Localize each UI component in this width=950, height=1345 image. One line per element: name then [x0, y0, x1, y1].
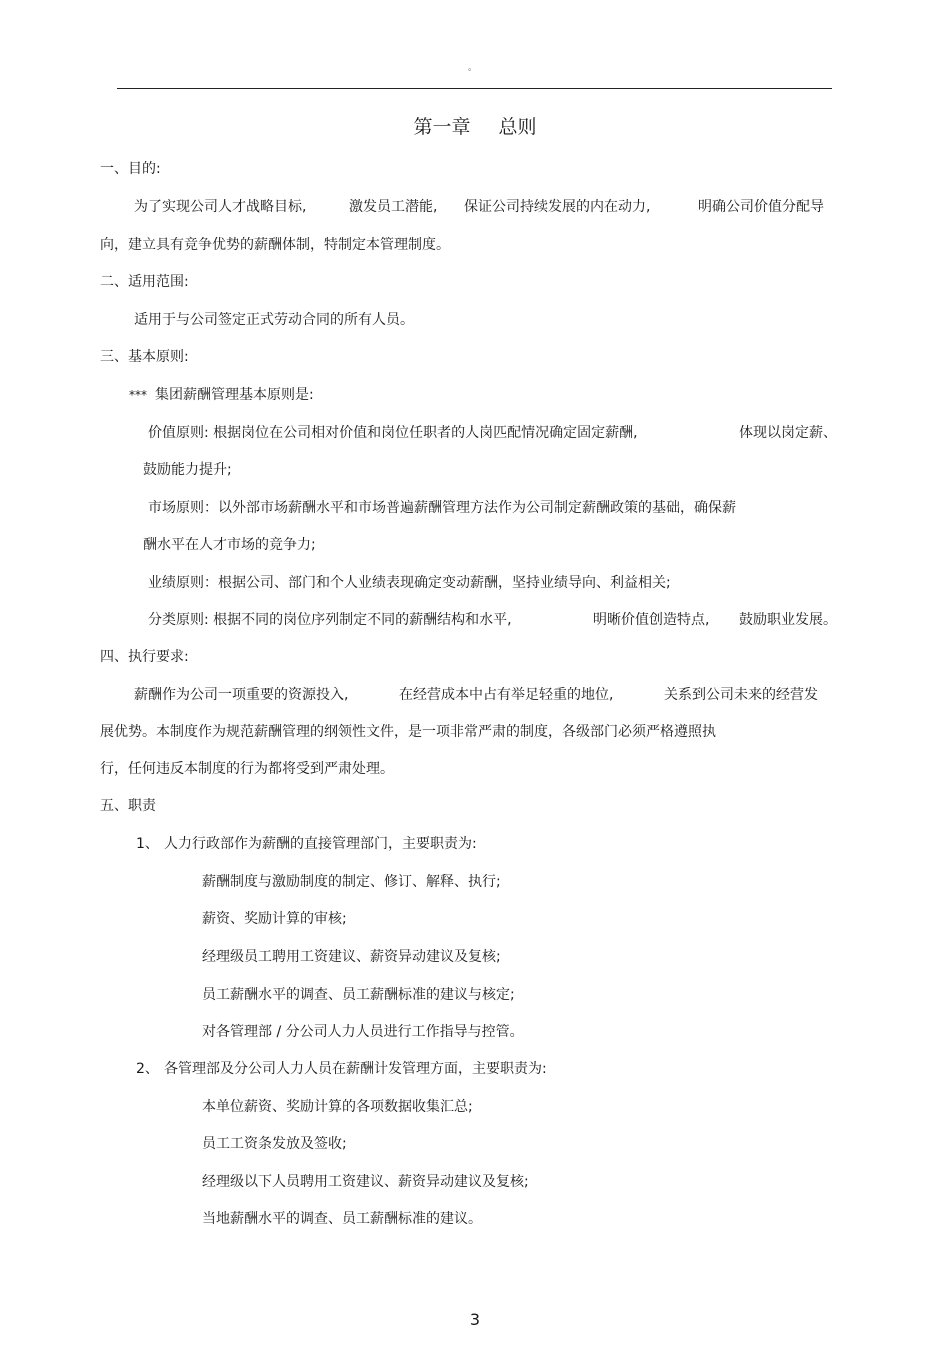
section-4-line-3: 行，任何违反本制度的行为都将受到严肃处理。	[100, 761, 394, 777]
chapter-name: 总则	[498, 116, 537, 138]
duty-item: 员工薪酬水平的调查、员工薪酬标准的建议与核定;	[202, 987, 515, 1003]
duty-group-2-number: 2、	[136, 1061, 159, 1077]
value-principle-part-a: 价值原则: 根据岗位在公司相对价值和岗位任职者的人岗匹配情况确定固定薪酬,	[148, 425, 638, 441]
page-number: 3	[469, 1310, 481, 1329]
duty-item: 员工工资条发放及签收;	[202, 1136, 347, 1152]
duty-group-1-number: 1、	[136, 836, 159, 852]
section-1-paragraph-line-2: 向，建立具有竞争优势的薪酬体制，特制定本管理制度。	[100, 237, 450, 253]
duty-item: 经理级以下人员聘用工资建议、薪资异动建议及复核;	[202, 1174, 529, 1190]
duty-group-2-title: 各管理部及分公司人力人员在薪酬计发管理方面，主要职责为:	[164, 1061, 547, 1077]
classification-principle-part-c: 鼓励职业发展。	[739, 612, 837, 628]
value-principle-part-b: 体现以岗定薪、	[739, 425, 837, 441]
section-4-line-1-part-a: 薪酬作为公司一项重要的资源投入,	[134, 687, 349, 703]
duty-item: 对各管理部 / 分公司人力人员进行工作指导与控管。	[202, 1024, 524, 1040]
section-3-heading: 三、基本原则:	[100, 349, 189, 365]
chapter-title	[0, 115, 950, 139]
section-5-heading: 五、职责	[100, 798, 156, 814]
section-4-line-1-part-c: 关系到公司未来的经营发	[664, 687, 818, 703]
performance-principle: 业绩原则：根据公司、部门和个人业绩表现确定变动薪酬，坚持业绩导向、利益相关;	[148, 575, 671, 591]
chapter-number: 第一章	[413, 116, 471, 138]
section-4-line-1-part-b: 在经营成本中占有举足轻重的地位,	[399, 687, 614, 703]
intro-marker: ***	[129, 388, 147, 402]
duty-item: 薪资、奖励计算的审核;	[202, 911, 347, 927]
principles-intro: 集团薪酬管理基本原则是:	[155, 387, 314, 403]
section-1-paragraph-part-b: 激发员工潜能,	[349, 199, 438, 215]
duty-item: 薪酬制度与激励制度的制定、修订、解释、执行;	[202, 874, 501, 890]
classification-principle-part-a: 分类原则: 根据不同的岗位序列制定不同的薪酬结构和水平,	[148, 612, 512, 628]
section-1-paragraph-part-a: 为了实现公司人才战略目标,	[134, 199, 307, 215]
section-1-paragraph-part-c: 保证公司持续发展的内在动力,	[464, 199, 651, 215]
section-4-line-2: 展优势。本制度作为规范薪酬管理的纲领性文件，是一项非常严肃的制度，各级部门必须严格遵照执	[100, 724, 716, 740]
section-4-heading: 四、执行要求:	[100, 649, 189, 665]
header-mark: 。	[468, 63, 478, 73]
section-1-heading: 一、目的:	[100, 161, 161, 177]
section-1-paragraph-part-d: 明确公司价值分配导	[698, 199, 824, 215]
duty-item: 当地薪酬水平的调查、员工薪酬标准的建议。	[202, 1211, 482, 1227]
duty-item: 经理级员工聘用工资建议、薪资异动建议及复核;	[202, 949, 501, 965]
duty-group-1-title: 人力行政部作为薪酬的直接管理部门，主要职责为:	[164, 836, 477, 852]
market-principle-line-2: 酬水平在人才市场的竞争力;	[143, 537, 316, 553]
market-principle-line-1: 市场原则：以外部市场薪酬水平和市场普遍薪酬管理方法作为公司制定薪酬政策的基础，确保薪	[148, 500, 736, 516]
value-principle-line-2: 鼓励能力提升;	[143, 462, 232, 478]
section-2-heading: 二、适用范围:	[100, 274, 189, 290]
classification-principle-part-b: 明晰价值创造特点,	[593, 612, 710, 628]
header-rule	[117, 88, 832, 89]
section-2-text: 适用于与公司签定正式劳动合同的所有人员。	[134, 312, 414, 328]
duty-item: 本单位薪资、奖励计算的各项数据收集汇总;	[202, 1099, 473, 1115]
